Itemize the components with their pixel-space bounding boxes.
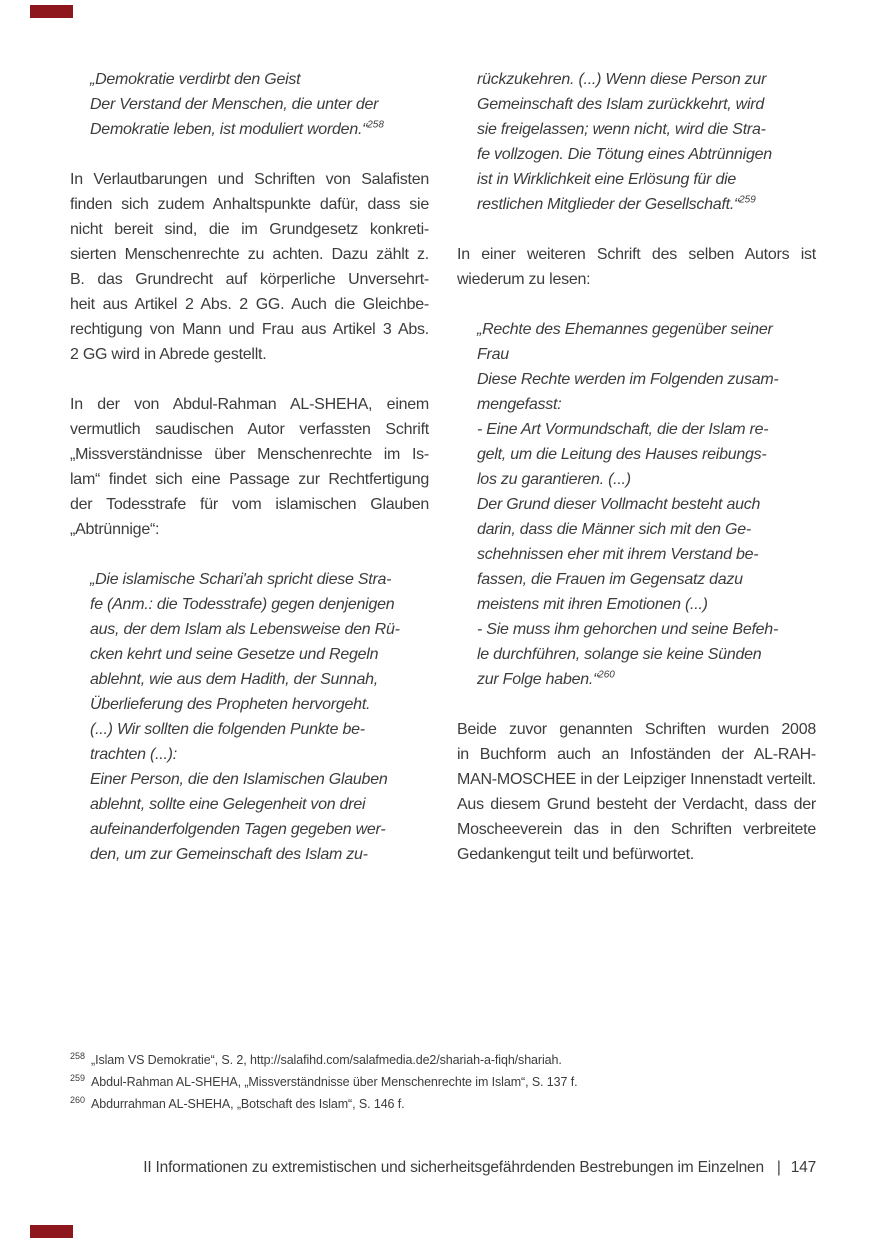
text-line: aufeinanderfolgenden Tagen gegeben wer-: [90, 821, 386, 838]
text-line: mengefasst:: [477, 396, 562, 413]
text-line: „Missverständnisse über Menschenrechte im Is-: [70, 446, 429, 463]
footnote-reference: 258: [367, 119, 384, 131]
text-line: Gedankengut teilt und befürwortet.: [457, 846, 694, 863]
text-line: „Die islamische Schari'ah spricht diese Stra-: [90, 571, 392, 588]
text-line: gelt, um die Leitung des Hauses reibungs-: [477, 446, 767, 463]
text-line: aus, der dem Islam als Lebensweise den Rü-: [90, 621, 400, 638]
quote-block: [70, 67, 429, 142]
text-line: le durchführen, solange sie keine Sünden: [477, 646, 762, 663]
text-line: lam“ findet sich eine Passage zur Rechtfertigung: [70, 471, 429, 488]
text-line: ablehnt, wie aus dem Hadith, der Sunnah,: [90, 671, 378, 688]
footnote-text: Abdurrahman AL-SHEHA, „Botschaft des Islam“, S. 146 f.: [91, 1097, 405, 1111]
text-line: rückzukehren. (...) Wenn diese Person zur: [477, 71, 767, 88]
footnote-number: 259: [70, 1072, 86, 1083]
footnote: [70, 1093, 815, 1115]
text-line: nicht bereit sind, die im Grundgesetz konkreti-: [70, 221, 429, 238]
text-line: darin, dass die Männer sich mit den Ge-: [477, 521, 751, 538]
text-line: „Demokratie verdirbt den Geist: [90, 71, 301, 88]
footnotes-section: [70, 1049, 815, 1115]
page-edge-mark-top: [30, 5, 73, 18]
text-line: schehnissen eher mit ihrem Verstand be-: [477, 546, 759, 563]
text-line: cken kehrt und seine Gesetze und Regeln: [90, 646, 379, 663]
text-line: sierten Menschenrechte zu achten. Dazu zählt z.: [70, 246, 429, 263]
footnote-number: 258: [70, 1050, 86, 1061]
text-line: Aus diesem Grund besteht der Verdacht, dass der: [457, 796, 816, 813]
paragraph-block: [70, 392, 429, 542]
text-line: fe vollzogen. Die Tötung eines Abtrünnigen: [477, 146, 772, 163]
text-line: 2 GG wird in Abrede gestellt.: [70, 346, 267, 363]
text-line: Der Grund dieser Vollmacht besteht auch: [477, 496, 761, 513]
text-line: „Abtrünnige“:: [70, 521, 160, 538]
text-line: sie freigelassen; wenn nicht, wird die Stra-: [477, 121, 766, 138]
text-column-right: [457, 67, 816, 867]
text-line: wiederum zu lesen:: [457, 271, 591, 288]
text-line: Einer Person, die den Islamischen Glauben: [90, 771, 388, 788]
footer-chapter-title: II Informationen zu extremistischen und sicherheitsgefährdenden Bestrebungen im Einzelnen: [143, 1159, 764, 1176]
footnote: [70, 1071, 815, 1093]
text-line: ist in Wirklichkeit eine Erlösung für die: [477, 171, 737, 188]
text-line: In Verlautbarungen und Schriften von Salafisten: [70, 171, 429, 188]
text-line: finden sich zudem Anhaltspunkte dafür, dass sie: [70, 196, 429, 213]
text-line: ablehnt, sollte eine Gelegenheit von drei: [90, 796, 366, 813]
quote-block: [457, 67, 816, 217]
text-line: Demokratie leben, ist moduliert worden.“$^{258}$: [90, 119, 384, 138]
text-line: vermutlich saudischen Autor verfassten Schrift: [70, 421, 429, 438]
text-line: (...) Wir sollten die folgenden Punkte be-: [90, 721, 365, 738]
text-line: Beide zuvor genannten Schriften wurden 2008: [457, 721, 816, 738]
text-line: Diese Rechte werden im Folgenden zusam-: [477, 371, 779, 388]
footnote-reference: 259: [739, 194, 756, 206]
text-line: der Todesstrafe für vom islamischen Glauben: [70, 496, 429, 513]
paragraph-block: [457, 242, 816, 292]
text-line: zur Folge haben.“$^{260}$: [477, 669, 615, 688]
text-line: In der von Abdul-Rahman AL-SHEHA, einem: [70, 396, 429, 413]
footer-separator: |: [776, 1159, 781, 1176]
text-line: los zu garantieren. (...): [477, 471, 631, 488]
text-column-left: [70, 67, 429, 867]
text-line: MAN-MOSCHEE in der Leipziger Innenstadt verteilt.: [457, 771, 816, 788]
paragraph-block: [70, 167, 429, 367]
page-edge-mark-bottom: [30, 1225, 73, 1238]
footnote-text: Abdul-Rahman AL-SHEHA, „Missverständnisse über Menschenrechte im Islam“, S. 137 f.: [91, 1075, 578, 1089]
text-line: trachten (...):: [90, 746, 177, 763]
footnote: [70, 1049, 815, 1071]
text-line: Gemeinschaft des Islam zurückkehrt, wird: [477, 96, 764, 113]
page-number: 147: [790, 1159, 816, 1176]
text-line: Der Verstand der Menschen, die unter der: [90, 96, 379, 113]
paragraph-block: [457, 717, 816, 867]
text-line: rechtigung von Mann und Frau aus Artikel 3 Abs.: [70, 321, 429, 338]
footnote-number: 260: [70, 1094, 86, 1105]
quote-block: [457, 317, 816, 692]
text-line: den, um zur Gemeinschaft des Islam zu-: [90, 846, 368, 863]
text-line: restlichen Mitglieder der Gesellschaft.“$^{259}$: [477, 194, 756, 213]
text-line: heit aus Artikel 2 Abs. 2 GG. Auch die Gleichbe-: [70, 296, 429, 313]
footnote-reference: 260: [598, 669, 615, 681]
text-line: In einer weiteren Schrift des selben Autors ist: [457, 246, 816, 263]
page-content: [70, 67, 816, 867]
text-line: B. das Grundrecht auf körperliche Unversehrt-: [70, 271, 429, 288]
page-footer: [70, 1159, 816, 1177]
quote-block: [70, 567, 429, 867]
text-line: fe (Anm.: die Todesstrafe) gegen denjenigen: [90, 596, 395, 613]
text-line: Frau: [477, 346, 509, 363]
text-line: - Sie muss ihm gehorchen und seine Befeh-: [477, 621, 779, 638]
footnote-text: „Islam VS Demokratie“, S. 2, http://salafihd.com/salafmedia.de2/shariah-a-fiqh/shariah.: [91, 1053, 562, 1067]
text-line: fassen, die Frauen im Gegensatz dazu: [477, 571, 743, 588]
text-line: meistens mit ihren Emotionen (...): [477, 596, 708, 613]
text-line: Moscheeverein das in den Schriften verbreitete: [457, 821, 816, 838]
text-line: „Rechte des Ehemannes gegenüber seiner: [477, 321, 773, 338]
text-line: in Buchform auch an Infoständen der AL-RAH-: [457, 746, 816, 763]
text-line: Überlieferung des Propheten hervorgeht.: [90, 696, 371, 713]
text-line: - Eine Art Vormundschaft, die der Islam re-: [477, 421, 769, 438]
